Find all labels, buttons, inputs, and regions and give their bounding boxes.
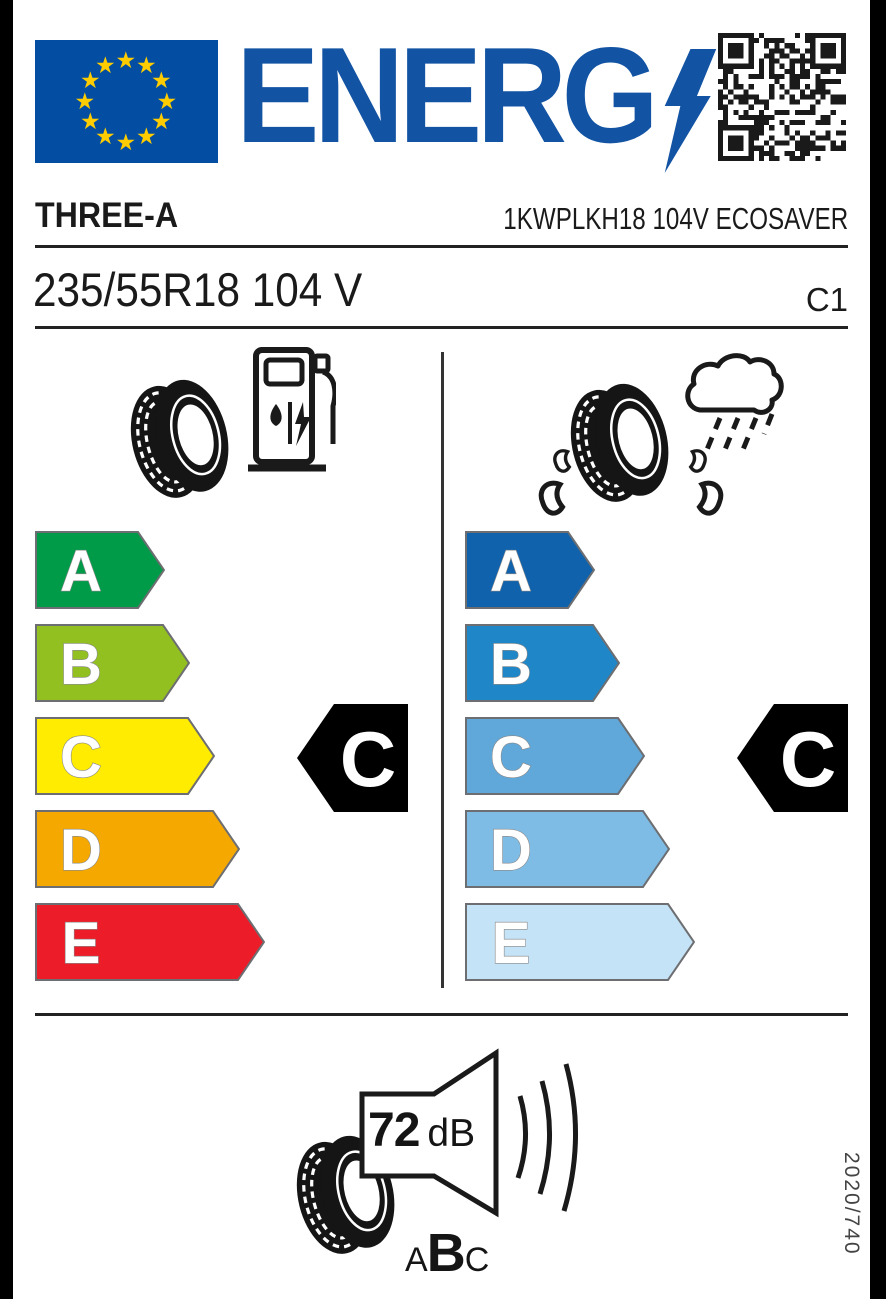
- wet-grip-scale: [465, 531, 695, 996]
- left-border-bar: [0, 0, 13, 1299]
- sound-waves-icon: [512, 1056, 592, 1223]
- rating-arrow-d: [465, 810, 695, 887]
- svg-text:A: A: [490, 539, 532, 604]
- eu-star-icon: ★: [156, 87, 178, 114]
- right-border-bar: [870, 0, 886, 1299]
- eu-flag-icon: [35, 40, 218, 163]
- supplier-reference: 1KWPLKH18 104V ECOSAVER: [503, 201, 848, 236]
- noise-class-b: B: [426, 1223, 465, 1283]
- divider-line: [35, 1013, 848, 1016]
- divider-line: [35, 245, 848, 248]
- rating-arrow-d: [35, 810, 265, 887]
- noise-class-letters: [405, 1222, 488, 1284]
- noise-class-c: C: [464, 1241, 489, 1279]
- noise-decibel-unit: dB: [427, 1112, 476, 1155]
- rating-arrow-a: [465, 531, 695, 608]
- divider-line: [35, 326, 848, 329]
- svg-text:D: D: [490, 818, 532, 883]
- energy-logo: [236, 19, 716, 174]
- eu-star-icon: ★: [74, 87, 96, 114]
- eu-star-icon: ★: [151, 67, 172, 93]
- brand-name: THREE-A: [35, 196, 179, 235]
- tire-size-designation: 235/55R18 104 V: [33, 263, 363, 316]
- energy-logo-text: ENERG: [236, 19, 654, 171]
- rating-arrow-b: [35, 624, 265, 701]
- rating-arrow-e: [465, 903, 695, 980]
- noise-class-a: A: [405, 1241, 427, 1279]
- lightning-bolt-icon: [659, 48, 716, 174]
- eu-star-icon: ★: [80, 67, 101, 93]
- eu-star-icon: ★: [95, 123, 116, 149]
- svg-text:E: E: [491, 911, 531, 976]
- rating-arrow-c: [35, 717, 265, 794]
- rating-arrow-b: [465, 624, 695, 701]
- noise-decibel-number: 72: [368, 1104, 420, 1157]
- fuel-efficiency-rating-letter: C: [339, 715, 397, 803]
- svg-text:A: A: [60, 539, 102, 604]
- tyre-class: C1: [805, 281, 848, 318]
- column-divider: [441, 352, 444, 988]
- tire-icon: [122, 362, 244, 514]
- eu-star-icon: ★: [115, 46, 137, 73]
- svg-text:C: C: [60, 725, 102, 790]
- svg-text:E: E: [61, 911, 101, 976]
- svg-text:D: D: [60, 818, 102, 883]
- noise-value: [368, 1103, 475, 1158]
- svg-text:B: B: [490, 632, 532, 697]
- fuel-efficiency-tire-icon: [122, 362, 244, 519]
- eu-star-icon: ★: [136, 123, 157, 149]
- eu-star-icon: ★: [151, 108, 172, 134]
- eu-star-icon: ★: [95, 52, 116, 78]
- rating-arrow-a: [35, 531, 265, 608]
- svg-text:B: B: [60, 632, 102, 697]
- fuel-pump-icon: [248, 346, 336, 477]
- qr-code: [718, 33, 846, 161]
- eu-star-icon: ★: [136, 52, 157, 78]
- rain-cloud-icon: [680, 348, 784, 477]
- wet-grip-rating-letter: C: [779, 715, 837, 803]
- eu-star-icon: ★: [115, 128, 137, 155]
- svg-text:C: C: [490, 725, 532, 790]
- rating-arrow-e: [35, 903, 265, 980]
- fuel-efficiency-rating-indicator: [296, 703, 409, 818]
- rating-arrow-c: [465, 717, 695, 794]
- fuel-efficiency-scale: [35, 531, 265, 996]
- wet-grip-rating-indicator: [736, 703, 849, 818]
- eu-star-icon: ★: [80, 108, 101, 134]
- regulation-number: 2020/740: [840, 1152, 863, 1256]
